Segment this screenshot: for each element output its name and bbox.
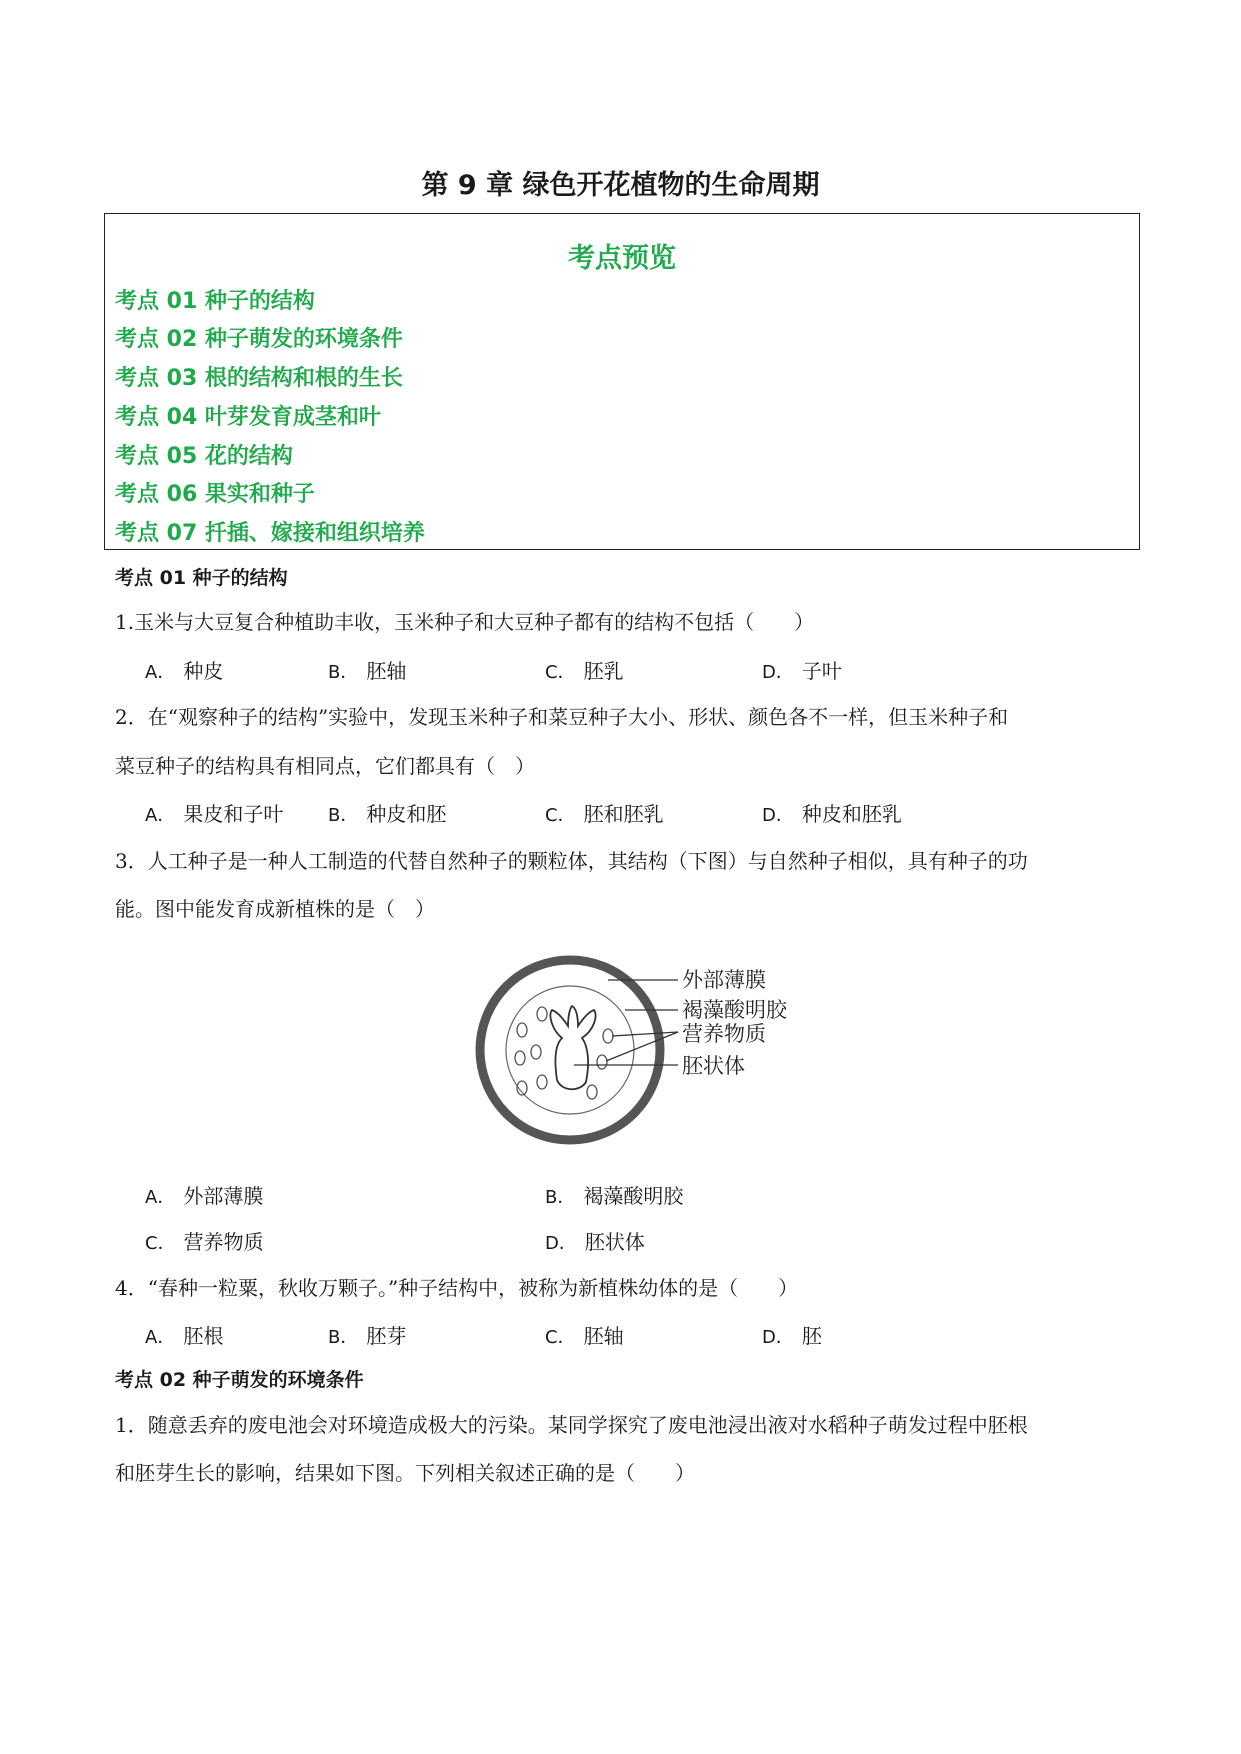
question-4-stem: 4．“春种一粒粟，秋收万颗子。”种子结构中，被称为新植株幼体的是（ ） <box>115 1276 799 1300</box>
overview-item-07: 考点 07 扦插、嫁接和组织培养 <box>115 521 425 546</box>
section-heading-02: 考点 02 种子萌发的环境条件 <box>115 1369 364 1391</box>
q2-option-a[interactable]: A． 果皮和子叶 <box>145 802 284 826</box>
question-2-line-1: 2．在“观察种子的结构”实验中，发现玉米种子和菜豆种子大小、形状、颜色各不一样，但玉米种子和 <box>115 705 1009 729</box>
overview-heading: 考点预览 <box>568 243 676 274</box>
q2-option-c[interactable]: C． 胚和胚乳 <box>545 802 664 826</box>
label-outer-membrane: 外部薄膜 <box>682 968 766 992</box>
overview-item-04: 考点 04 叶芽发育成茎和叶 <box>115 405 381 430</box>
question-3-line-2: 能。图中能发育成新植株的是（ ） <box>115 897 435 921</box>
nutrient-granule <box>587 1085 597 1099</box>
overview-item-05: 考点 05 花的结构 <box>115 444 293 469</box>
overview-item-06: 考点 06 果实和种子 <box>115 482 315 507</box>
overview-item-02: 考点 02 种子萌发的环境条件 <box>115 327 403 352</box>
q4-option-d[interactable]: D． 胚 <box>762 1324 822 1348</box>
q1-option-c[interactable]: C． 胚乳 <box>545 659 624 683</box>
q2-option-b[interactable]: B． 种皮和胚 <box>328 802 447 826</box>
label-nutrients: 营养物质 <box>682 1022 766 1046</box>
nutrient-granule <box>597 1055 607 1069</box>
q4-option-c[interactable]: C． 胚轴 <box>545 1324 624 1348</box>
q4-option-b[interactable]: B． 胚芽 <box>328 1324 407 1348</box>
nutrient-granule <box>603 1029 613 1043</box>
q3-option-d[interactable]: D． 胚状体 <box>545 1230 645 1254</box>
q3-option-b[interactable]: B． 褐藻酸明胶 <box>545 1184 684 1208</box>
q1-option-d[interactable]: D． 子叶 <box>762 659 842 683</box>
overview-box <box>104 213 1140 550</box>
section-heading-01: 考点 01 种子的结构 <box>115 567 288 589</box>
q1-option-a[interactable]: A． 种皮 <box>145 659 224 683</box>
q3-option-c[interactable]: C． 营养物质 <box>145 1230 264 1254</box>
q4-option-a[interactable]: A． 胚根 <box>145 1324 224 1348</box>
nutrient-granule <box>531 1045 541 1059</box>
q2-option-d[interactable]: D． 种皮和胚乳 <box>762 802 902 826</box>
embryoid-body-shape <box>550 1006 595 1089</box>
section2-question-1-line-1: 1．随意丢弃的废电池会对环境造成极大的污染。某同学探究了废电池浸出液对水稻种子萌发过程中胚根 <box>115 1413 1028 1437</box>
question-3-line-1: 3．人工种子是一种人工制造的代替自然种子的颗粒体，其结构（下图）与自然种子相似，具有种子的功 <box>115 849 1028 873</box>
question-1-stem: 1.玉米与大豆复合种植助丰收，玉米种子和大豆种子都有的结构不包括（ ） <box>115 610 815 634</box>
nutrient-granule <box>515 1051 525 1065</box>
question-2-line-2: 菜豆种子的结构具有相同点，它们都具有（ ） <box>115 754 535 778</box>
q1-option-b[interactable]: B． 胚轴 <box>328 659 407 683</box>
q3-option-a[interactable]: A． 外部薄膜 <box>145 1184 264 1208</box>
overview-item-01: 考点 01 种子的结构 <box>115 289 315 314</box>
artificial-seed-diagram <box>460 950 820 1145</box>
nutrient-granule <box>537 1007 547 1021</box>
overview-item-03: 考点 03 根的结构和根的生长 <box>115 366 403 391</box>
gelatin-layer-circle <box>506 986 634 1114</box>
section2-question-1-line-2: 和胚芽生长的影响，结果如下图。下列相关叙述正确的是（ ） <box>115 1461 695 1485</box>
nutrient-granule <box>517 1023 527 1037</box>
page-title: 第 9 章 绿色开花植物的生命周期 <box>421 170 820 201</box>
label-alginate-gelatin: 褐藻酸明胶 <box>682 998 787 1022</box>
label-embryoid: 胚状体 <box>682 1054 745 1078</box>
nutrient-granule <box>537 1075 547 1089</box>
